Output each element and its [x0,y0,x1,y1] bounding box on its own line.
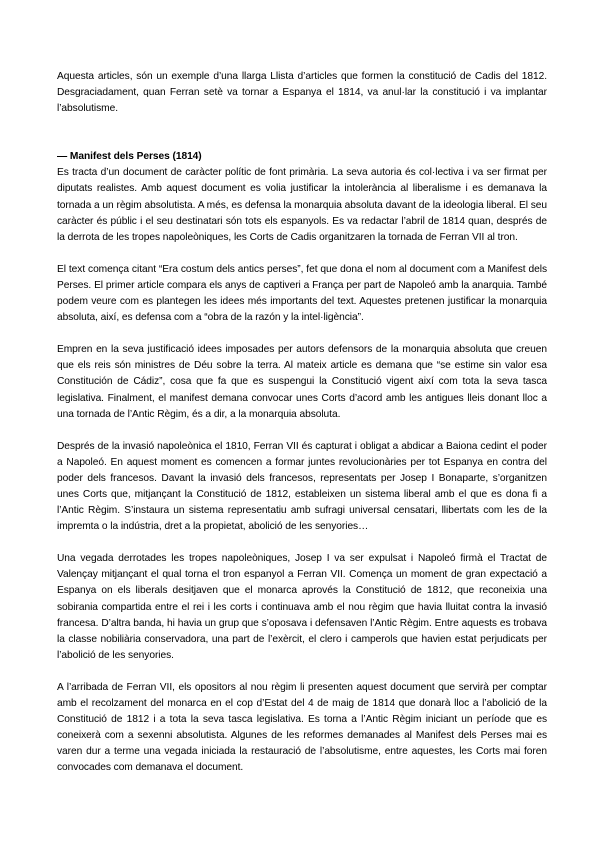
body-paragraph: Una vegada derrotades les tropes napoleòniques, Josep I va ser expulsat i Napoleó firmà el Tractat de Valençay mitjançant el qual torna el tron espanyol a Ferran VII. Comença un moment de gran expectació a Espanya on els liberals desitjaven que el monarca aprovés la Constitució de 1812, que reconeixia una sobirania compartida entre el rei i les corts i continuava amb el nou règim que havia lluitat contra la invasió francesa. D’altra banda, hi havia un grup que s’oposava i defensaven l’Antic Règim. Entre aquests es trobava la classe nobiliària conservadora, una part de l’exèrcit, el clero i camperols que havien estat perjudicats per l’abolició de les senyories. [57,553,547,661]
intro-paragraph: Aquesta articles, són un exemple d’una llarga Llista d’articles que formen la constitució de Cadis del 1812. Desgraciadament, quan Ferran setè va tornar a Espanya el 1814, va anul·lar la constitució i va implantar l’absolutisme. [57,71,547,115]
body-paragraph: Empren en la seva justificació idees imposades per autors defensors de la monarquia absoluta que creuen que els reis són ministres de Déu sobre la terra. Al mateix article es demana que “se estime sin valor esa Constitución de Cádiz”, cosa que fa que es suspengui la Constitució vigent així com tota la seva tasca legislativa. Finalment, el manifest demana convocar unes Corts d’acord amb les antigues lleis donant lloc a una tornada de l’Antic Règim, és a dir, a la monarquia absoluta. [57,344,547,420]
body-paragraph: Després de la invasió napoleònica el 1810, Ferran VII és capturat i obligat a abdicar a Baiona cedint el poder a Napoleó. En aquest moment es comencen a formar juntes revolucionàries per tot Espanya en contra del poder dels francesos. Davant la invasió dels francesos, representats per Josep I Bonaparte, s’organitzen unes Corts que, mitjançant la Constitució de 1812, estableixen un sistema liberal amb el que es dona fi a l’Antic Règim. S’instaura un sistema representatiu amb sufragi universal censatari, llibertats com les de la impremta o la indústria, dret a la propietat, abolició de les senyories… [57,440,547,533]
section-heading: — Manifest dels Perses (1814) [57,151,202,163]
body-paragraph: A l’arribada de Ferran VII, els opositors al nou règim li presenten aquest document que servirà per comptar amb el recolzament del monarca en el cop d’Estat del 4 de maig de 1814 que donarà lloc a l’abolició de la Constitució de 1812 i a tota la seva tasca legislativa. Es torna a l’Antic Règim iniciant un període que es coneixerà com a sexenni absolutista. Algunes de les reformes demanades al Manifest dels Perses mai es varen dur a terme una vegada iniciada la restauració de l’absolutisme, entre aquestes, les Corts mai foren convocades com demanava el document. [57,681,547,774]
document-page [57,69,547,792]
body-paragraph: El text comença citant “Era costum dels antics perses”, fet que dona el nom al document com a Manifest dels Perses. El primer article compara els anys de captiveri a França per part de Napoleó amb la anarquia. També podem veure com es plantegen les idees més importants del text. Aquestes pretenen justificar la monarquia absoluta, així, es defensa com a “obra de la razón y la intel·ligència”. [57,263,547,324]
body-paragraph: Es tracta d’un document de caràcter polític de font primària. La seva autoria és col·lectiva i va ser firmat per diputats realistes. Amb aquest document es volia justificar la intolerància al liberalisme i es demanava la tornada a un règim absolutista. A més, es defensa la monarquia absoluta davant de la ideologia liberal. El seu caràcter és públic i el seu destinatari són tots els espanyols. Es va redactar l’abril de 1814 quan, després de la derrota de les tropes napoleòniques, les Corts de Cadis organitzaren la tornada de Ferran VII al tron. [57,167,547,243]
